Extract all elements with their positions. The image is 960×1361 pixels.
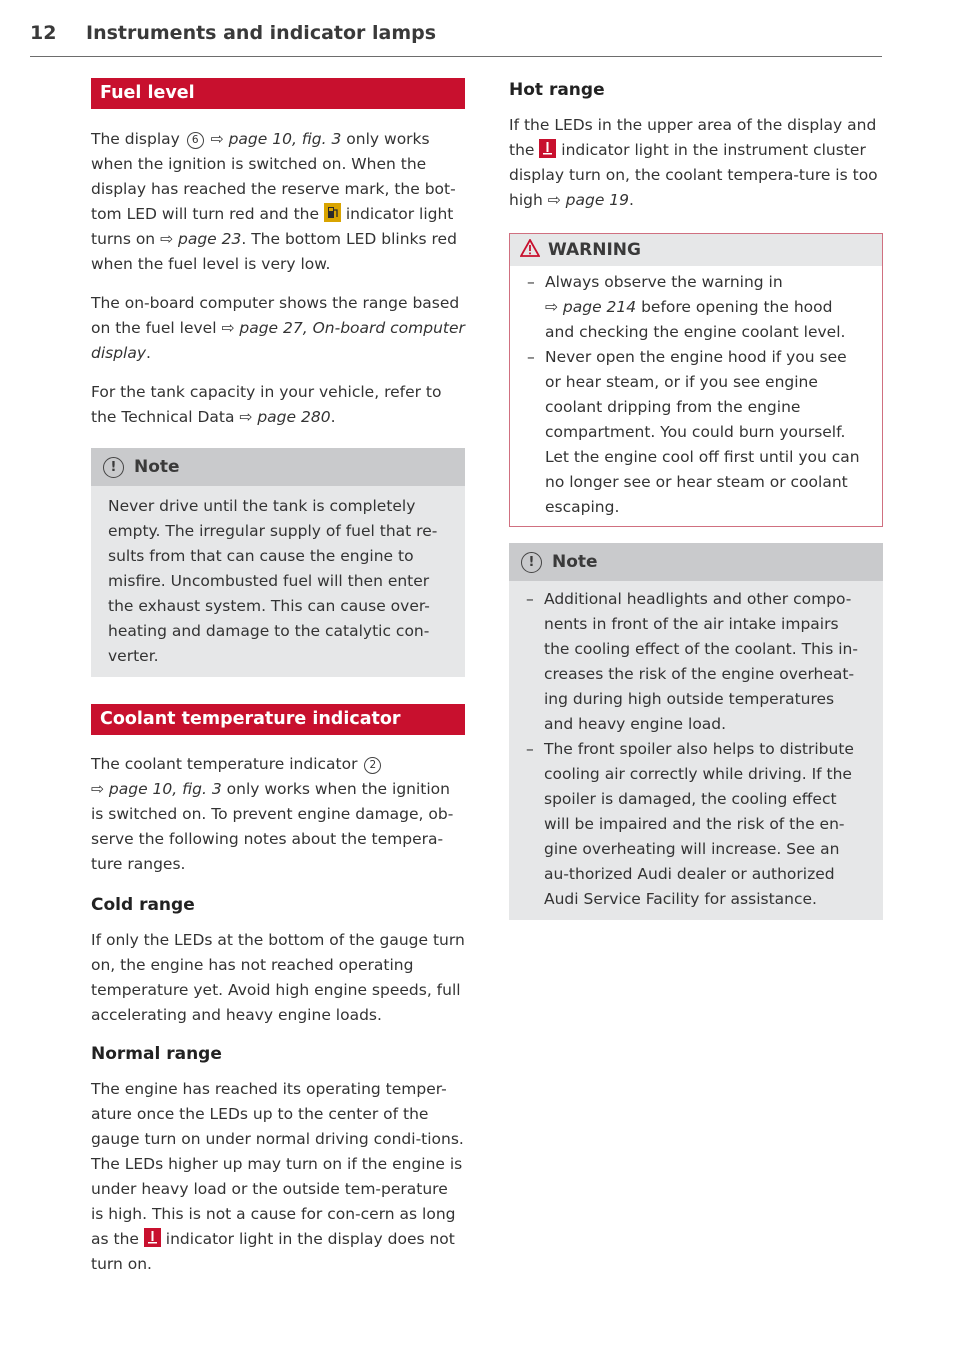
warning-box <box>509 233 883 527</box>
warning-triangle-icon <box>520 239 540 257</box>
note-list <box>526 587 866 912</box>
right-column <box>509 78 883 920</box>
left-column <box>91 78 465 1277</box>
caution-icon: ! <box>521 552 542 573</box>
coolant-temperature-icon <box>144 1228 161 1247</box>
page-reference-link[interactable]: page 10, fig. 3 <box>228 130 342 148</box>
hot-range-text: If the LEDs in the upper area of the display and the indicator light in the instrument cluster display turn on, the coolant tempera-ture is too high ⇨ page 19. <box>509 116 878 209</box>
page-reference-link[interactable]: page 10, fig. 3 <box>108 780 222 798</box>
fuel-pump-icon <box>324 203 341 222</box>
subheading-cold-range: Cold range <box>91 895 195 915</box>
note-text: Never drive until the tank is completely empty. The irregular supply of fuel that re-sults from that can cause the engine to misfire. Uncombusted fuel will then enter the exhaust system. This can cause over-heating and damage to the catalytic con-verter. <box>108 497 438 665</box>
fuel-paragraph-2: The on-board computer shows the range based on the fuel level ⇨ page 27, On-board computer display. <box>91 294 465 362</box>
warning-list <box>527 270 865 520</box>
coolant-paragraph-1: The coolant temperature indicator 2 ⇨ page 10, fig. 3 only works when the ignition is switched on. To prevent engine damage, ob-serve the following notes about the tempera-ture ranges. <box>91 755 454 873</box>
page-reference-link[interactable]: page 27, On-board computer display <box>91 319 465 362</box>
section-heading-fuel-level: Fuel level <box>91 78 465 109</box>
section-heading-coolant-temperature: Coolant temperature indicator <box>91 704 465 735</box>
note-box-coolant <box>509 543 883 920</box>
caution-icon: ! <box>103 457 124 478</box>
page-reference-link[interactable]: page 280 <box>257 408 331 426</box>
callout-number-2: 2 <box>364 757 381 774</box>
note-header: ! Note <box>509 543 883 581</box>
page-reference-link[interactable]: page 214 <box>562 298 637 316</box>
cold-range-text: If only the LEDs at the bottom of the gauge turn on, the engine has not reached operating temperature yet. Avoid high engine speeds, full accelerating and heavy engine loads. <box>91 931 465 1024</box>
list-item: – Always observe the warning in ⇨ page 214 before opening the hood and checking the engine coolant level. <box>527 270 865 345</box>
page-number: 12 <box>30 22 57 44</box>
fuel-paragraph-1: The display 6 ⇨ page 10, fig. 3 only works when the ignition is switched on. When the display has reached the reserve mark, the bot-tom LED will turn red and the indicator light turns on ⇨ page 23. The bottom LED blinks red when the fuel level is very low. <box>91 130 457 273</box>
note-box-fuel <box>91 448 465 677</box>
page-reference-link[interactable]: page 19 <box>565 191 630 209</box>
list-item: – The front spoiler also helps to distribute cooling air correctly while driving. If the spoiler is damaged, the cooling effect will be impaired and the risk of the en-gine overheating will increase. See an au-thorized Audi dealer or authorized Audi Service Facility for assistance. <box>526 737 866 912</box>
coolant-temperature-icon <box>539 139 556 158</box>
page-header <box>30 22 882 57</box>
normal-range-text: The engine has reached its operating temper-ature once the LEDs up to the center of the gauge turn on under normal driving condi-tions. The LEDs higher up may turn on if the engine is under heavy load or the outside tem-perature is high. This is not a cause for con-cern as long as the indicator light in the display does not turn on. <box>91 1080 464 1273</box>
fuel-paragraph-3: For the tank capacity in your vehicle, refer to the Technical Data ⇨ page 280. <box>91 383 442 426</box>
subheading-hot-range: Hot range <box>509 80 605 100</box>
note-header: ! Note <box>91 448 465 486</box>
running-title: Instruments and indicator lamps <box>86 22 437 44</box>
list-item: – Additional headlights and other compo-nents in front of the air intake impairs the cooling effect of the coolant. This in-creases the risk of the engine overheat-ing during high outside temperatures and heavy engine load. <box>526 587 866 737</box>
list-item: – Never open the engine hood if you see or hear steam, or if you see engine coolant dripping from the engine compartment. You could burn yourself. Let the engine cool off first until you can no longer see or hear steam or coolant escaping. <box>527 345 865 520</box>
subheading-normal-range: Normal range <box>91 1044 222 1064</box>
page-reference-link[interactable]: page 23 <box>177 230 242 248</box>
warning-header: WARNING <box>510 234 882 266</box>
callout-number-6: 6 <box>187 132 204 149</box>
